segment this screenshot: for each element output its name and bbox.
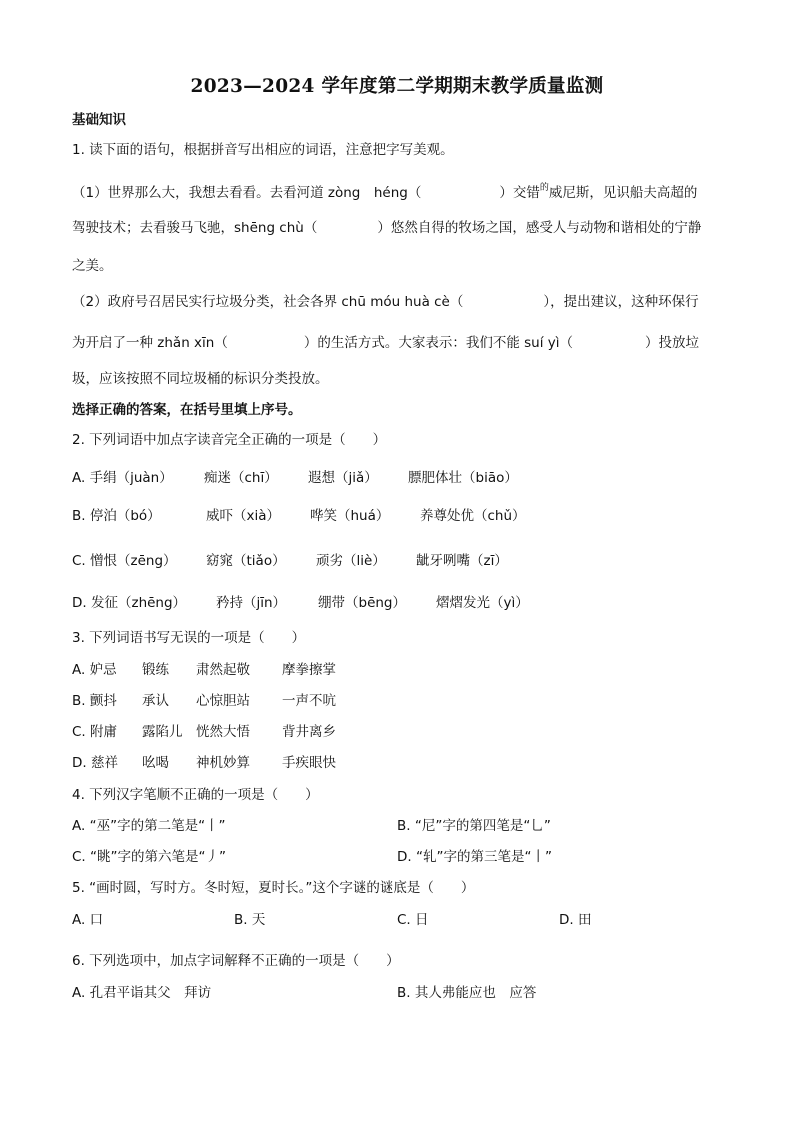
- q1-p1-l2-text-a: 驾驶技术；去看骏马飞驰，shēng chù（: [72, 220, 318, 236]
- q3-option-cell: 背井离乡: [282, 724, 336, 740]
- section-choose-answer: 选择正确的答案，在括号里填上序号。: [72, 402, 302, 418]
- q3-option-cell: 心惊胆站: [196, 693, 250, 709]
- q1-p2-l2-text-a: 为开启了一种 zhǎn xīn（: [72, 335, 228, 351]
- q3-option-cell: 露陷儿: [142, 724, 183, 740]
- section-basic-knowledge: 基础知识: [72, 112, 126, 128]
- q4-option-d: D. “轧”字的第三笔是“丨”: [397, 849, 552, 865]
- q6-option-a: A. 孔君平诣其父 拜访: [72, 985, 212, 1001]
- q2-option-cell: 矜持（jīn）: [216, 595, 287, 611]
- q4-option-c: C. “眺”字的第六笔是“丿”: [72, 849, 226, 865]
- q2-option-cell: 遐想（jiǎ）: [308, 470, 378, 486]
- q3-option-cell: 承认: [142, 693, 169, 709]
- q3-option-cell: B. 颤抖: [72, 693, 117, 709]
- q3-option-cell: 锻练: [142, 662, 169, 678]
- q5-option-b: B. 天: [234, 912, 266, 928]
- q1-part1-line3: 之美。: [72, 258, 113, 274]
- q2-option-cell: 龇牙咧嘴（zī）: [416, 553, 508, 569]
- q3-option-cell: 肃然起敬: [196, 662, 250, 678]
- q1-p2-l2-text-b: ）的生活方式。大家表示：我们不能 suí yì（: [303, 335, 574, 351]
- q2-option-cell: D. 发征（zhēng）: [72, 595, 187, 611]
- q3-option-cell: A. 妒忌: [72, 662, 117, 678]
- q4-option-b: B. “尼”字的第四笔是“乚”: [397, 818, 551, 834]
- q3-option-cell: 手疾眼快: [282, 755, 336, 771]
- q3-option-cell: 一声不吭: [282, 693, 336, 709]
- q1-p1-l2-text-b: ）悠然自得的牧场之国，感受人与动物和谐相处的宁静: [377, 220, 702, 236]
- q1-p1-text-c: 威尼斯，见识船夫高超的: [548, 185, 698, 201]
- q6-option-b: B. 其人弗能应也 应答: [397, 985, 537, 1001]
- q3-option-cell: 恍然大悟: [196, 724, 250, 740]
- q5-option-d: D. 田: [559, 912, 592, 928]
- q3-option-cell: D. 慈祥: [72, 755, 118, 771]
- q2-option-cell: 痴迷（chī）: [204, 470, 278, 486]
- q2-option-cell: 熠熠发光（yì）: [436, 595, 529, 611]
- q1-part1-line2: [72, 218, 701, 238]
- q5-option-c: C. 日: [397, 912, 429, 928]
- q2-option-cell: 哗笑（huá）: [310, 508, 390, 524]
- exam-title: 2023—2024 学年度第二学期期末教学质量监测: [190, 76, 604, 97]
- q1-p1-text-a: （1）世界那么大，我想去看看。去看河道 zòng héng（: [72, 185, 422, 201]
- q3-option-cell: C. 附庸: [72, 724, 118, 740]
- q1-p2-text-b: ），提出建议，这种环保行: [543, 294, 699, 310]
- q3-stem: 3. 下列词语书写无误的一项是（ ）: [72, 630, 306, 646]
- q2-option-cell: 绷带（bēng）: [318, 595, 407, 611]
- q2-option-cell: 膘肥体壮（biāo）: [408, 470, 518, 486]
- q5-stem: 5. “画时圆，写时方。冬时短，夏时长。”这个字谜的谜底是（ ）: [72, 880, 475, 896]
- q1-part1-line1: [72, 178, 697, 203]
- q3-option-cell: 神机妙算: [196, 755, 250, 771]
- q3-option-cell: 吆喝: [142, 755, 169, 771]
- q1-part2-line2: [72, 333, 699, 353]
- q1-p2-text-a: （2）政府号召居民实行垃圾分类，社会各界 chū móu huà cè（: [72, 294, 464, 310]
- q5-option-a: A. 口: [72, 912, 104, 928]
- q1-stem: 1. 读下面的语句，根据拼音写出相应的词语，注意把字写美观。: [72, 142, 454, 158]
- q1-p2-l2-text-c: ）投放垃: [645, 335, 700, 351]
- q2-option-cell: 顽劣（liè）: [316, 553, 386, 569]
- q1-p1-text-b: ）交错: [499, 185, 540, 201]
- q1-p1-superscript: 的: [539, 183, 549, 193]
- q2-option-cell: 窈窕（tiǎo）: [206, 553, 286, 569]
- q2-option-cell: 养尊处优（chǔ）: [420, 508, 526, 524]
- q2-stem: 2. 下列词语中加点字读音完全正确的一项是（ ）: [72, 432, 387, 448]
- q2-option-cell: C. 憎恨（zēng）: [72, 553, 177, 569]
- q2-option-cell: 威吓（xià）: [206, 508, 281, 524]
- q1-part2-line3: 圾，应该按照不同垃圾桶的标识分类投放。: [72, 371, 329, 387]
- q2-option-cell: B. 停泊（bó）: [72, 508, 161, 524]
- q6-stem: 6. 下列选项中，加点字词解释不正确的一项是（ ）: [72, 953, 400, 969]
- q2-option-cell: A. 手绢（juàn）: [72, 470, 173, 486]
- q1-part2-line1: [72, 292, 699, 312]
- q4-option-a: A. “巫”字的第二笔是“丨”: [72, 818, 226, 834]
- q3-option-cell: 摩拳擦掌: [282, 662, 336, 678]
- q4-stem: 4. 下列汉字笔顺不正确的一项是（ ）: [72, 787, 319, 803]
